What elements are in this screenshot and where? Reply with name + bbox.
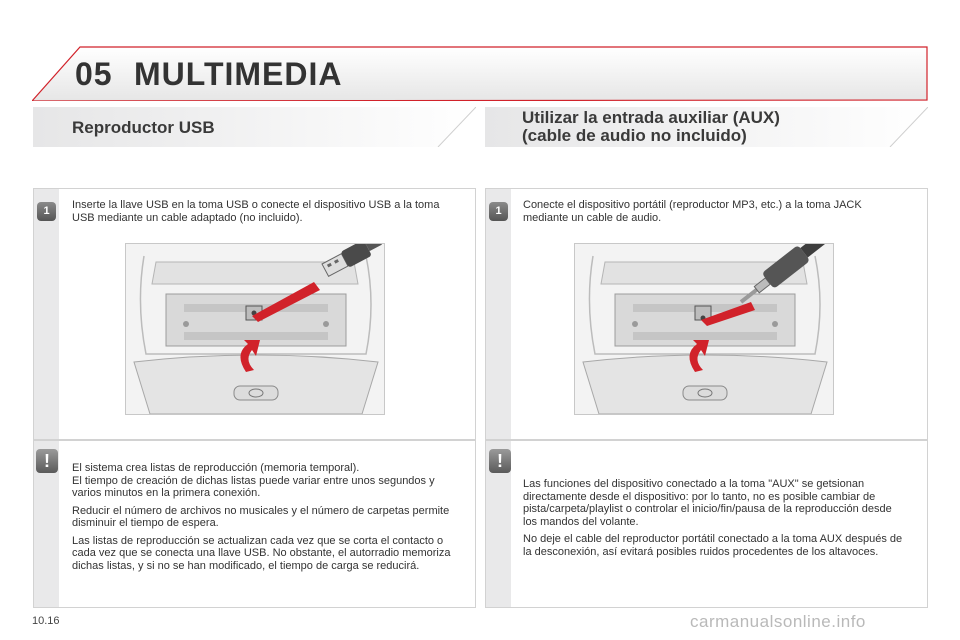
left-warning-text <box>72 462 457 577</box>
left-section-title: Reproductor USB <box>72 118 215 137</box>
right-step-text: Conecte el dispositivo portátil (reproductor MP3, etc.) a la toma JACK mediante un cable de audio. <box>523 199 862 224</box>
watermark: carmanualsonline.info <box>690 612 866 631</box>
left-note-1b: El tiempo de creación de dichas listas puede variar entre unos segundos y varios minutos en la primera conexión. <box>72 474 435 499</box>
chapter-title: MULTIMEDIA <box>134 56 343 92</box>
left-note-1a: El sistema crea listas de reproducción (memoria temporal). <box>72 462 360 474</box>
left-note-2: Reducir el número de archivos no musicales y el número de carpetas permite disminuir el tiempo de espera. <box>72 504 450 529</box>
page-number: 10.16 <box>32 615 60 627</box>
chapter-number: 05 <box>75 56 113 92</box>
left-step-text: Inserte la llave USB en la toma USB o conecte el dispositivo USB a la toma USB mediante un cable adaptado (no incluido). <box>72 199 440 224</box>
right-section-title-line2: (cable de audio no incluido) <box>522 126 747 145</box>
right-warning-text <box>523 478 908 563</box>
right-note-1: Las funciones del dispositivo conectado a la toma "AUX" se getsionan directamente desde el dispositivo: por lo tanto, no es posible cambiar de pista/carpeta/playlist o controlar el inicio/fin/pausa de la reproducción desde los mandos del volante. <box>523 478 892 528</box>
aux-jack-illustration <box>574 243 834 415</box>
left-warning-icon: ! <box>36 449 58 473</box>
left-step-badge: 1 <box>37 202 56 221</box>
right-step-badge: 1 <box>489 202 508 221</box>
left-note-3: Las listas de reproducción se actualizan cada vez que se corta el contacto o cada vez que se conecta una llave USB. No obstante, el autorradio memoriza dichas listas, y si no se han modificado, el tiempo de carga se reducirá. <box>72 534 451 572</box>
right-warning-icon: ! <box>489 449 511 473</box>
right-note-2: No deje el cable del reproductor portátil conectado a la toma AUX después de la desconexión, así evitará posibles ruidos procedentes de los altavoces. <box>523 533 903 558</box>
usb-port-illustration <box>125 243 385 415</box>
right-section-title-line1: Utilizar la entrada auxiliar (AUX) <box>522 108 780 127</box>
